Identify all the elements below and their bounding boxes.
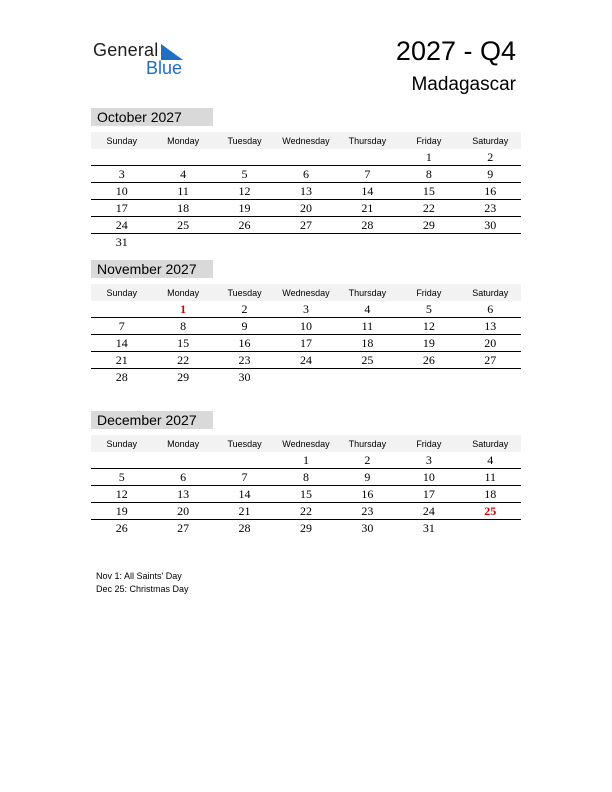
- generalblue-logo: [93, 40, 203, 80]
- empty-day-cell: [152, 234, 213, 251]
- day-cell: 4: [152, 166, 213, 183]
- day-cell: 21: [337, 200, 398, 217]
- day-cell: 11: [460, 469, 521, 486]
- day-cell: 11: [152, 183, 213, 200]
- day-cell: 15: [398, 183, 459, 200]
- day-cell: 30: [460, 217, 521, 234]
- empty-day-cell: [214, 234, 275, 251]
- empty-day-cell: [275, 369, 336, 386]
- weekday-label: Friday: [398, 435, 459, 452]
- month-october: [91, 108, 521, 250]
- weekday-label: Saturday: [460, 284, 521, 301]
- day-cell: 19: [214, 200, 275, 217]
- empty-day-cell: [152, 149, 213, 166]
- empty-day-cell: [91, 301, 152, 318]
- day-cell: 6: [460, 301, 521, 318]
- day-cell: 4: [460, 452, 521, 469]
- empty-day-cell: [275, 149, 336, 166]
- week-row: [91, 369, 521, 386]
- day-cell: 23: [214, 352, 275, 369]
- day-cell: 24: [398, 503, 459, 520]
- week-row: [91, 318, 521, 335]
- day-cell: 27: [177, 520, 190, 535]
- day-cell: 26: [398, 352, 459, 369]
- weekday-label: Thursday: [337, 284, 398, 301]
- empty-day-cell: [214, 452, 275, 469]
- day-cell: 6: [275, 166, 336, 183]
- month-title: November 2027: [91, 260, 213, 278]
- weekday-header-row: [91, 284, 521, 301]
- weekday-label: Saturday: [460, 435, 521, 452]
- day-cell: 9: [214, 318, 275, 335]
- empty-day-cell: [460, 520, 521, 537]
- day-cell: 16: [337, 486, 398, 503]
- day-cell: 20: [152, 503, 213, 520]
- week-row: [91, 166, 521, 183]
- weekday-label: Wednesday: [275, 284, 336, 301]
- day-cell: 24: [91, 217, 152, 234]
- day-cell: 12: [398, 318, 459, 335]
- weekday-label: Saturday: [460, 132, 521, 149]
- day-cell: 4: [337, 301, 398, 318]
- day-cell: 18: [152, 200, 213, 217]
- week-row: [91, 520, 521, 537]
- empty-day-cell: [337, 234, 398, 251]
- day-cell: 1: [275, 452, 336, 469]
- country-name: Madagascar: [411, 74, 516, 95]
- day-cell: 22: [152, 352, 213, 369]
- day-cell: 9: [337, 469, 398, 486]
- day-cell: 20: [460, 335, 521, 352]
- day-cell: 2: [214, 301, 275, 318]
- weekday-label: Friday: [398, 132, 459, 149]
- weekday-header-row: [91, 435, 521, 452]
- page-title: 2027 - Q4: [395, 36, 516, 66]
- week-row: [91, 452, 521, 469]
- day-cell: 2: [460, 149, 521, 166]
- weekday-label: Monday: [152, 284, 213, 301]
- calendar-grid: [91, 284, 521, 385]
- logo-text-general: General: [93, 40, 159, 60]
- day-cell: 23: [460, 200, 521, 217]
- day-cell: 24: [275, 352, 336, 369]
- day-cell: 26: [115, 520, 128, 535]
- day-cell: 16: [460, 183, 521, 200]
- day-cell: 3: [91, 166, 152, 183]
- week-row: [91, 486, 521, 503]
- day-cell: 19: [91, 503, 152, 520]
- week-row: [91, 234, 521, 251]
- weekday-header-row: [91, 132, 521, 149]
- day-cell: 5: [214, 166, 275, 183]
- day-cell: 8: [152, 318, 213, 335]
- day-cell: 17: [275, 335, 336, 352]
- day-cell: 18: [337, 335, 398, 352]
- empty-day-cell: [398, 234, 459, 251]
- week-row: [91, 352, 521, 369]
- weekday-label: Wednesday: [275, 132, 336, 149]
- weekday-label: Monday: [152, 435, 213, 452]
- day-cell: 13: [275, 183, 336, 200]
- logo-text-blue: Blue: [146, 58, 183, 78]
- day-cell: 29: [398, 217, 459, 234]
- weekday-label: Sunday: [91, 435, 152, 452]
- day-cell: 14: [214, 486, 275, 503]
- day-cell: 10: [398, 469, 459, 486]
- empty-day-cell: [91, 452, 152, 469]
- holiday-note: Dec 25: Christmas Day: [96, 584, 189, 594]
- calendar-grid: [91, 132, 521, 250]
- week-row: [91, 183, 521, 200]
- day-cell: 10: [275, 318, 336, 335]
- day-cell: 5: [91, 469, 152, 486]
- day-cell: 28: [238, 520, 251, 535]
- day-cell: 7: [214, 469, 275, 486]
- day-cell: 20: [275, 200, 336, 217]
- weekday-label: Tuesday: [214, 435, 275, 452]
- empty-day-cell: [337, 369, 398, 386]
- day-cell: 2: [337, 452, 398, 469]
- empty-day-cell: [337, 149, 398, 166]
- month-december: [91, 411, 521, 536]
- day-cell: 15: [275, 486, 336, 503]
- day-cell: 7: [91, 318, 152, 335]
- holiday-notes: [96, 570, 189, 596]
- day-cell: 14: [337, 183, 398, 200]
- week-row: [91, 200, 521, 217]
- day-cell: 29: [299, 520, 312, 535]
- day-cell: 31: [115, 234, 128, 249]
- month-title: October 2027: [91, 108, 213, 126]
- empty-day-cell: [152, 452, 213, 469]
- empty-day-cell: [91, 149, 152, 166]
- week-row: [91, 217, 521, 234]
- day-cell: 6: [152, 469, 213, 486]
- day-cell: 31: [422, 520, 435, 535]
- day-cell: 10: [91, 183, 152, 200]
- holiday-day-cell: 1: [152, 301, 213, 318]
- day-cell: 12: [214, 183, 275, 200]
- month-title: December 2027: [91, 411, 213, 429]
- weekday-label: Monday: [152, 132, 213, 149]
- week-row: [91, 469, 521, 486]
- day-cell: 30: [361, 520, 374, 535]
- day-cell: 22: [398, 200, 459, 217]
- calendar-grid: [91, 435, 521, 536]
- weekday-label: Sunday: [91, 284, 152, 301]
- day-cell: 16: [214, 335, 275, 352]
- day-cell: 9: [460, 166, 521, 183]
- weekday-label: Sunday: [91, 132, 152, 149]
- day-cell: 25: [337, 352, 398, 369]
- month-november: [91, 260, 521, 385]
- weekday-label: Tuesday: [214, 132, 275, 149]
- holiday-note: Nov 1: All Saints' Day: [96, 571, 182, 581]
- weekday-label: Wednesday: [275, 435, 336, 452]
- day-cell: 28: [115, 369, 128, 384]
- day-cell: 14: [91, 335, 152, 352]
- day-cell: 11: [337, 318, 398, 335]
- day-cell: 25: [152, 217, 213, 234]
- day-cell: 17: [91, 200, 152, 217]
- weekday-label: Tuesday: [214, 284, 275, 301]
- day-cell: 26: [214, 217, 275, 234]
- empty-day-cell: [398, 369, 459, 386]
- day-cell: 22: [275, 503, 336, 520]
- weekday-label: Friday: [398, 284, 459, 301]
- day-cell: 21: [91, 352, 152, 369]
- day-cell: 23: [337, 503, 398, 520]
- day-cell: 13: [152, 486, 213, 503]
- week-row: [91, 301, 521, 318]
- day-cell: 28: [337, 217, 398, 234]
- empty-day-cell: [460, 369, 521, 386]
- day-cell: 3: [275, 301, 336, 318]
- day-cell: 29: [177, 369, 190, 384]
- empty-day-cell: [460, 234, 521, 251]
- day-cell: 21: [214, 503, 275, 520]
- day-cell: 1: [398, 149, 459, 166]
- day-cell: 8: [398, 166, 459, 183]
- day-cell: 18: [460, 486, 521, 503]
- day-cell: 5: [398, 301, 459, 318]
- week-row: [91, 503, 521, 520]
- day-cell: 27: [460, 352, 521, 369]
- day-cell: 30: [238, 369, 251, 384]
- day-cell: 3: [398, 452, 459, 469]
- holiday-day-cell: 25: [460, 503, 521, 520]
- day-cell: 12: [91, 486, 152, 503]
- empty-day-cell: [275, 234, 336, 251]
- day-cell: 7: [337, 166, 398, 183]
- week-row: [91, 335, 521, 352]
- day-cell: 15: [152, 335, 213, 352]
- day-cell: 27: [275, 217, 336, 234]
- empty-day-cell: [214, 149, 275, 166]
- week-row: [91, 149, 521, 166]
- weekday-label: Thursday: [337, 132, 398, 149]
- weekday-label: Thursday: [337, 435, 398, 452]
- day-cell: 13: [460, 318, 521, 335]
- day-cell: 17: [398, 486, 459, 503]
- day-cell: 19: [398, 335, 459, 352]
- day-cell: 8: [275, 469, 336, 486]
